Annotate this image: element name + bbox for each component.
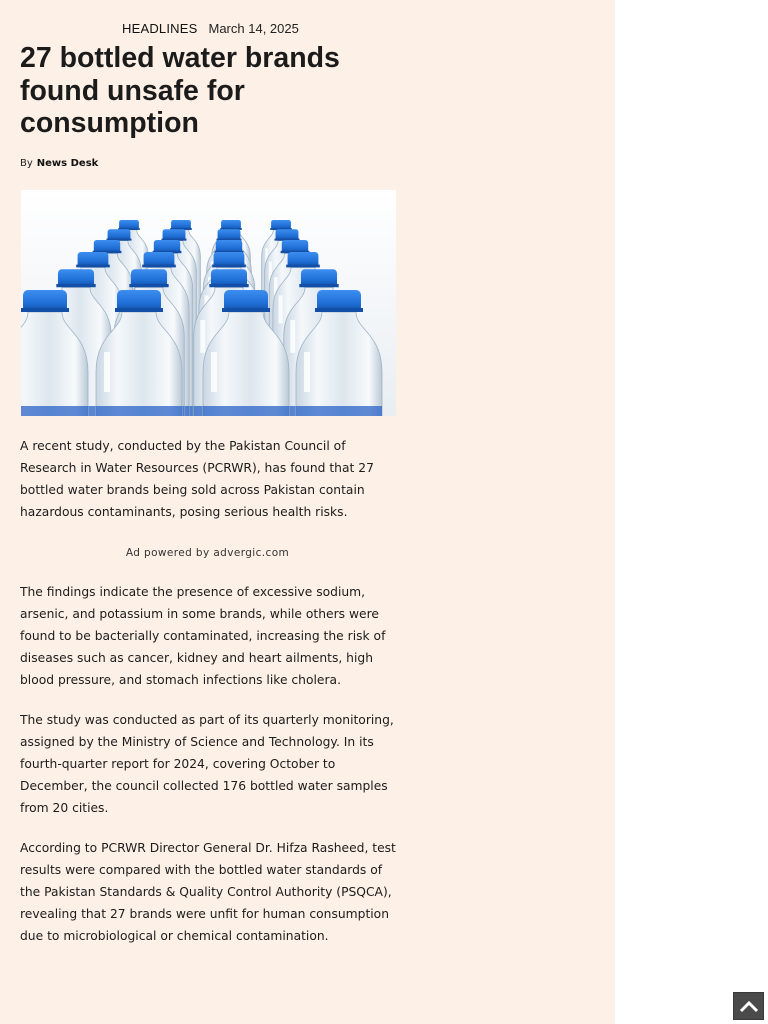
article-title: 27 bottled water brands found unsafe for consumption [20,42,340,139]
article-meta [122,18,299,38]
publish-date: March 14, 2025 [208,20,299,36]
paragraph: The study was conducted as part of its quarterly monitoring, assigned by the Ministry of Science and Technology. In its fourth-quarter report for 2024, covering October to December, the council collected 176 bottled water samples from 20 cities. [20,713,394,815]
hero-image [21,190,396,416]
ad-attribution: Ad powered by advergic.com [125,547,290,559]
category-link[interactable]: HEADLINES [122,20,198,36]
byline-prefix: By [20,158,33,169]
paragraph: According to PCRWR Director General Dr. Hifza Rasheed, test results were compared with the bottled water standards of the Pakistan Standards & Quality Control Authority (PSQCA), revealing that 27 brands were unfit for human consumption due to microbiological or chemical contamination. [20,841,396,943]
paragraph: A recent study, conducted by the Pakistan Council of Research in Water Resources (PCRWR), has found that 27 bottled water brands being sold across Pakistan contain hazardous contaminants, posing serious health risks. [20,439,374,519]
paragraph: The findings indicate the presence of excessive sodium, arsenic, and potassium in some brands, while others were found to be bacterially contaminated, increasing the risk of diseases such as cancer, kidney and heart ailments, high blood pressure, and stomach infections like cholera. [20,585,386,687]
chevron-up-icon [739,999,759,1013]
byline [20,158,98,169]
scroll-to-top-button[interactable] [733,992,764,1020]
water-bottles-illustration [21,190,396,416]
author-link[interactable]: News Desk [36,158,99,169]
